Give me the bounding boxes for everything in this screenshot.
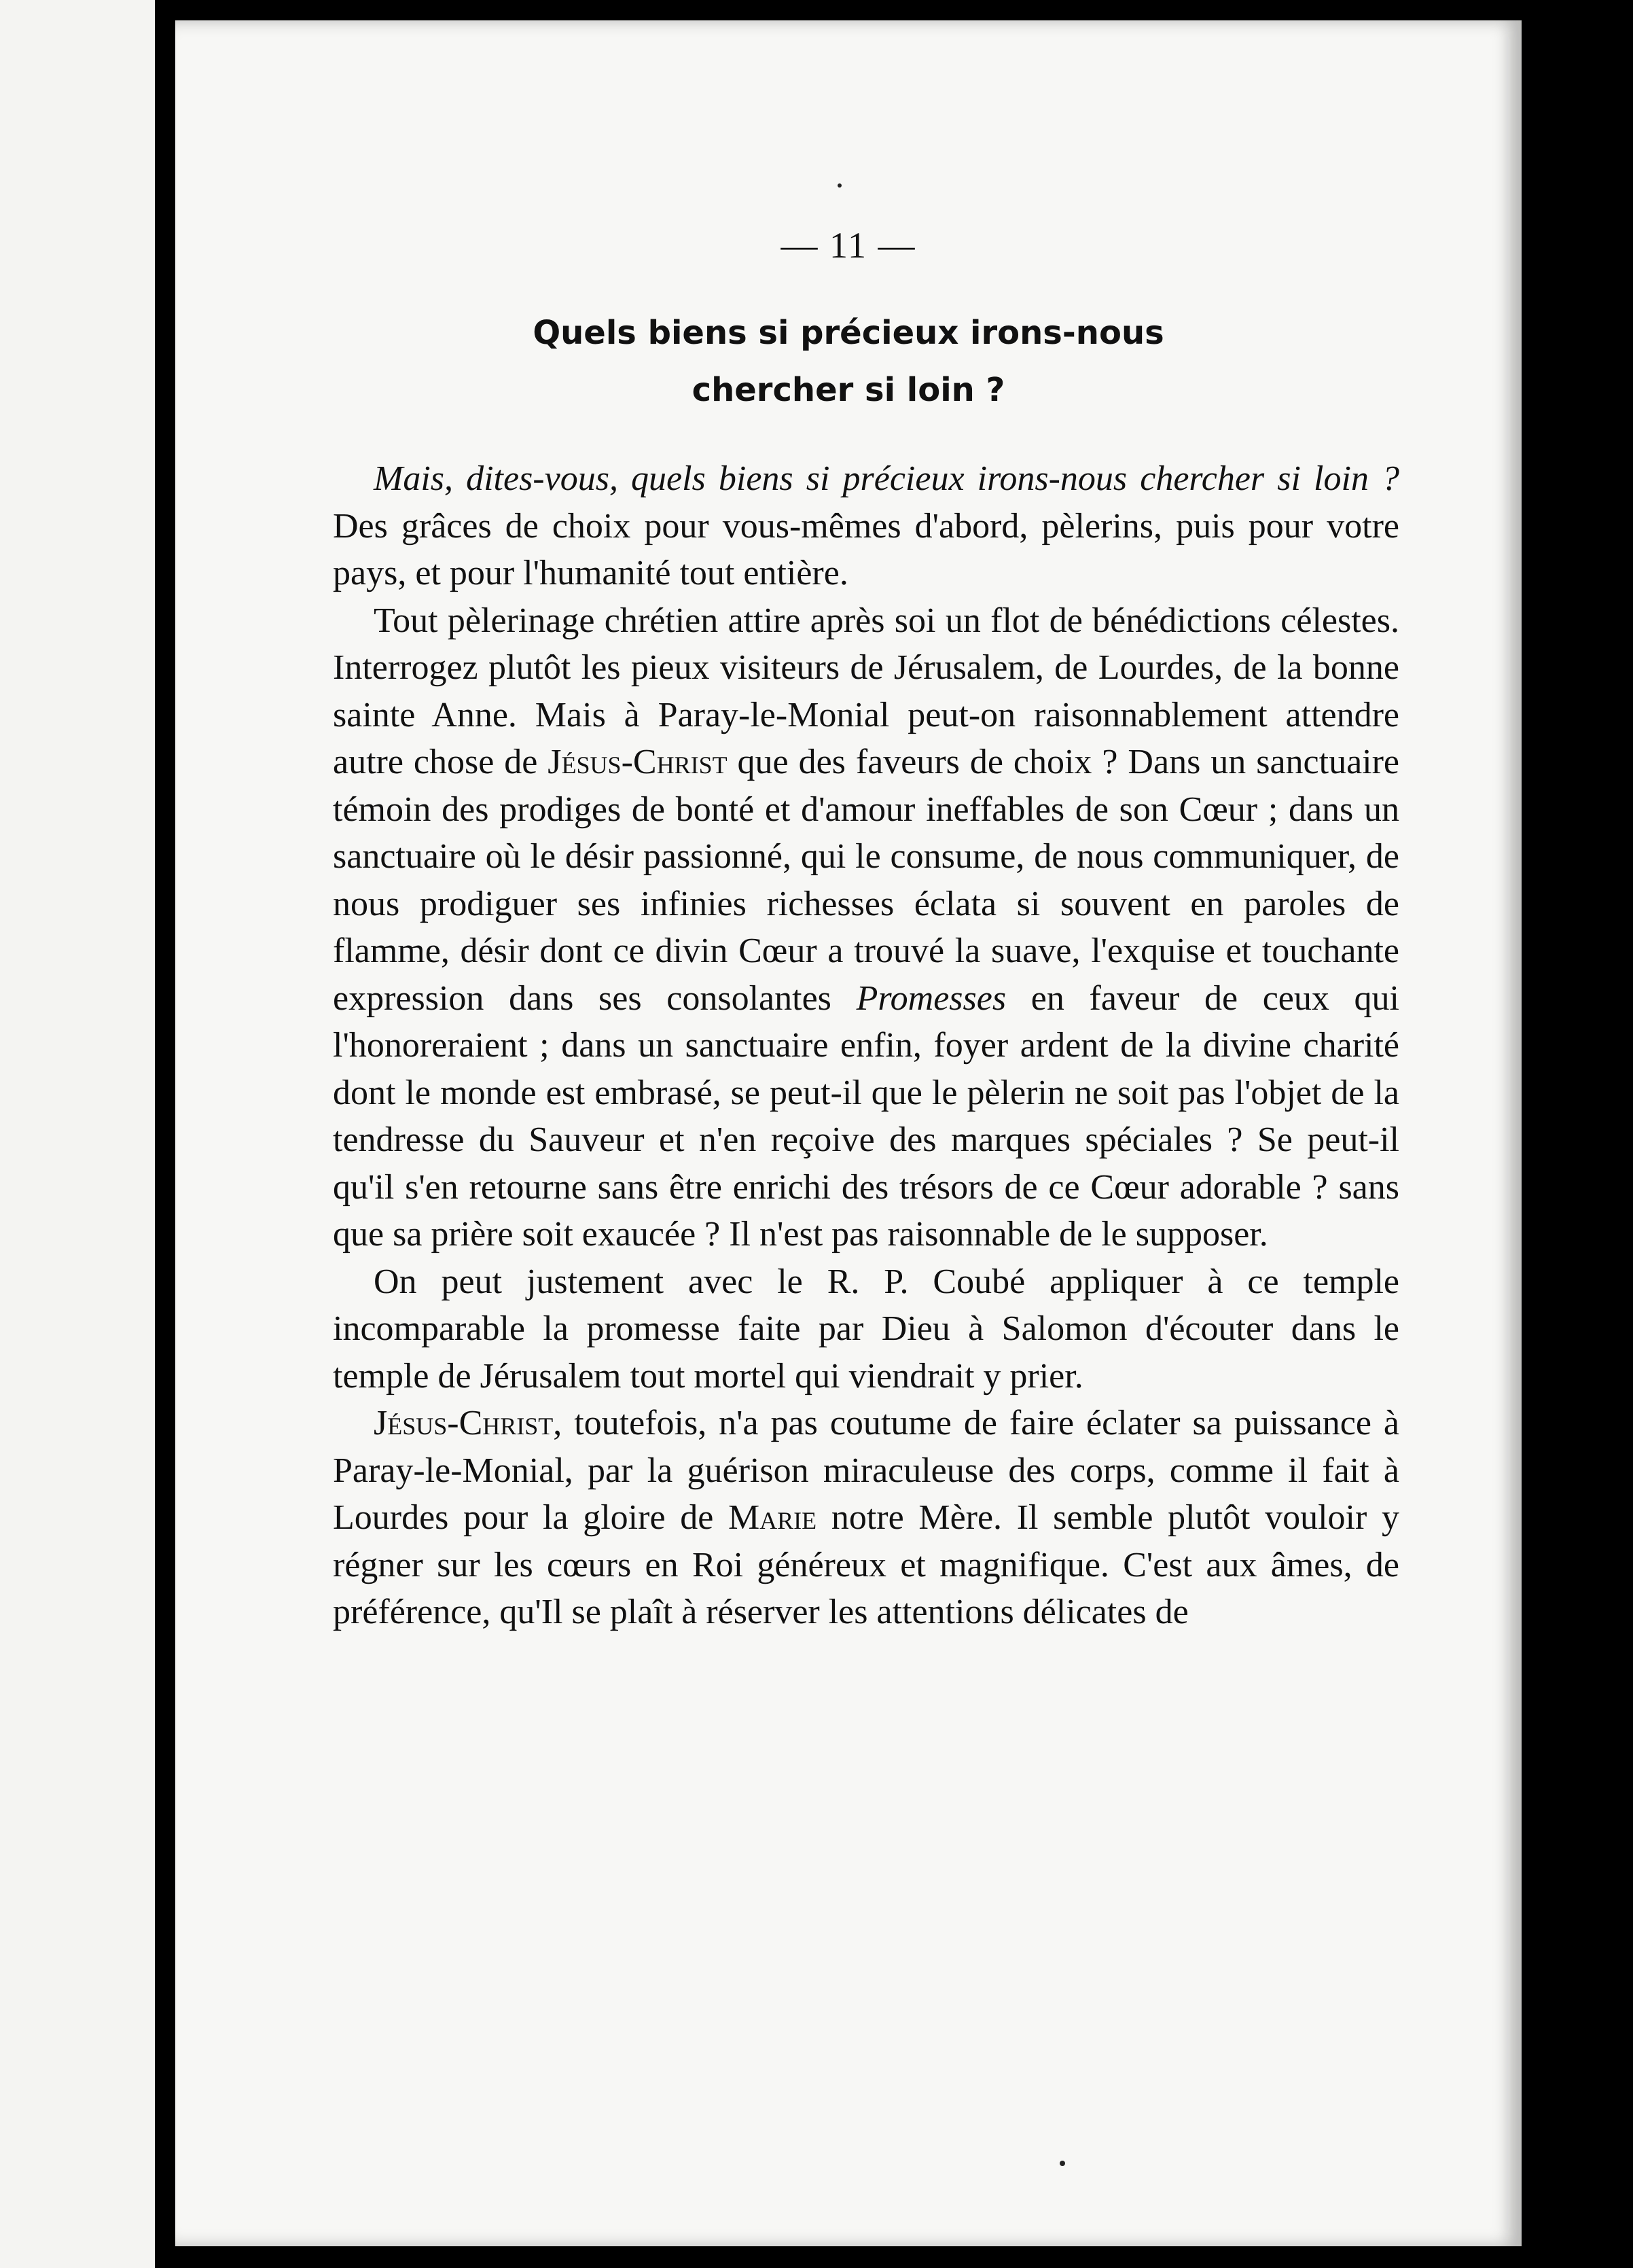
section-heading [311, 304, 1386, 419]
paragraph-2 [333, 597, 1399, 1258]
heading-line-2: chercher si loin ? [692, 371, 1005, 409]
paragraph-text: , toutefois, n'a pas coutume de faire éclater sa puissance à Paray-le-Monial, par la guérison miraculeuse des corps, comme il fait à Lourdes pour la gloire de [333, 1404, 1399, 1537]
paragraph-3 [333, 1258, 1399, 1400]
paragraph-text: Tout pèlerinage chrétien attire après soi un flot de bénédictions célestes. Interrogez plutôt les pieux visiteurs de Jérusalem, de Lourdes, de la bonne sainte Anne. Mais à Paray-le-Monial peut-on raisonnablement attendre autre chose de [333, 601, 1399, 781]
scan-speck [1060, 2161, 1065, 2166]
scan-speck [838, 183, 842, 188]
book-gutter [155, 0, 175, 2268]
book-page [175, 20, 1522, 2246]
italic-lead: Mais, dites-vous, quels biens si précieux irons-nous chercher si loin ? [374, 459, 1399, 498]
paragraph-text: que des faveurs de choix ? Dans un sanctuaire témoin des prodiges de bonté et d'amour ineffables de son Cœur ; dans un sanctuaire où le désir passionné, qui le consume, de nous communiquer, de nous prodiguer ses infinies richesses éclata si souvent en paroles de flamme, désir dont ce divin Cœur a trouvé la suave, l'exquise et touchante expression dans ses consolantes [333, 743, 1399, 1018]
small-caps-name: Marie [728, 1498, 817, 1537]
small-caps-name: Jésus-Christ [374, 1404, 554, 1442]
heading-line-1: Quels biens si précieux irons-nous [533, 314, 1164, 352]
paragraph-4 [333, 1400, 1399, 1636]
italic-word: Promesses [856, 978, 1007, 1018]
page-number: — 11 — [780, 225, 916, 266]
paragraph-text: On peut justement avec le R. P. Coubé appliquer à ce temple incomparable la promesse faite par Dieu à Salomon d'écouter dans le temple de Jérusalem tout mortel qui viendrait y prier. [333, 1262, 1399, 1396]
small-caps-name: Jésus-Christ [548, 743, 728, 781]
paragraph-text: en faveur de ceux qui l'honoreraient ; dans un sanctuaire enfin, foyer ardent de la divine charité dont le monde est embrasé, se peut-il que le pèlerin ne soit pas l'objet de la tendresse du Sauveur et n'en reçoive des marques spéciales ? Se peut-il qu'il s'en retourne sans être enrichi des trésors de ce Cœur adorable ? sans que sa prière soit exaucée ? Il n'est pas raisonnable de le supposer. [333, 978, 1400, 1254]
body-text [333, 455, 1399, 1636]
paragraph-text: Des grâces de choix pour vous-mêmes d'abord, pèlerins, puis pour votre pays, et pour l'humanité tout entière. [333, 506, 1399, 592]
paragraph-text: notre Mère. Il semble plutôt vouloir y régner sur les cœurs en Roi généreux et magnifique. C'est aux âmes, de préférence, qu'Il se plaît à réserver les attentions délicates de [333, 1498, 1399, 1631]
paragraph-1 [333, 455, 1399, 597]
facing-page-edge [0, 0, 155, 2268]
scan-border [1522, 0, 1633, 2268]
